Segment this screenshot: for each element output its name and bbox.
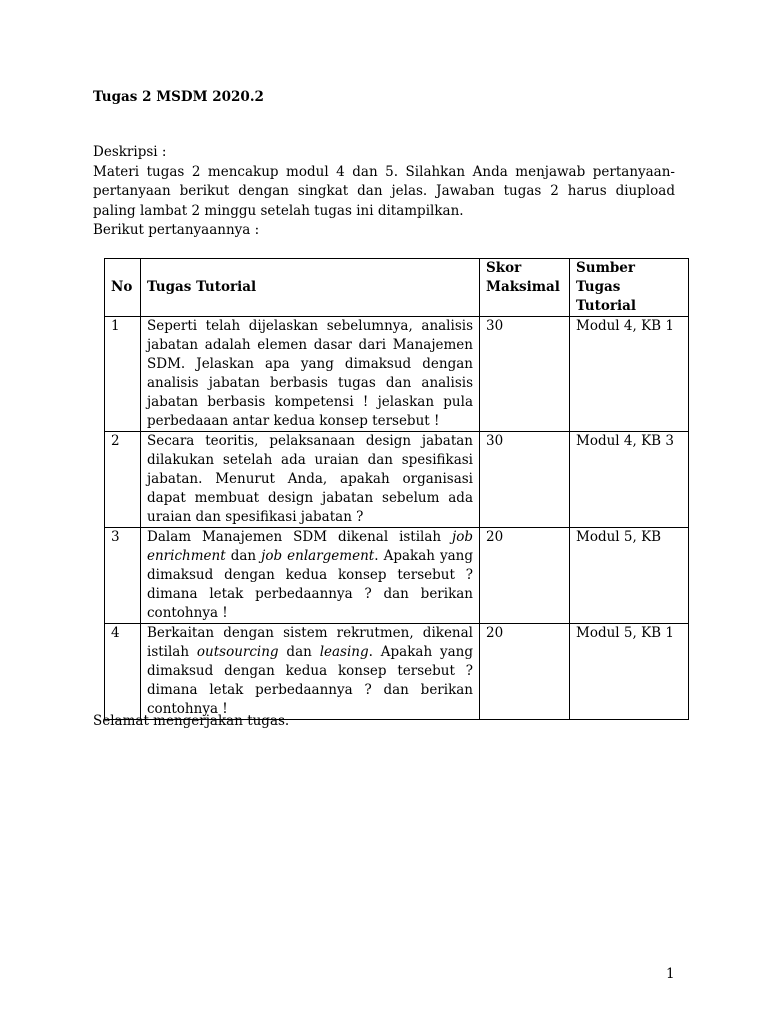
cell-score: 30 [480, 317, 570, 432]
description-text: Materi tugas 2 mencakup modul 4 dan 5. Silahkan Anda menjawab pertanyaan-pertanyaan berikut dengan singkat dan jelas. Jawaban tugas 2 harus diupload paling lambat 2 minggu setelah tugas ini ditampilkan. [93, 163, 675, 219]
task-text: dan [225, 548, 262, 564]
questions-intro: Berikut pertanyaannya : [93, 222, 260, 238]
cell-source: Modul 4, KB 3 [570, 432, 689, 528]
page-number: 1 [666, 966, 675, 982]
assignment-table [104, 258, 689, 720]
task-term-italic: job enlargement [261, 548, 375, 564]
task-text: dan [278, 644, 320, 660]
header-task: Tugas Tutorial [141, 259, 480, 317]
cell-task [141, 528, 480, 624]
table-row [105, 317, 689, 432]
cell-no: 2 [105, 432, 141, 528]
cell-no: 1 [105, 317, 141, 432]
cell-no: 3 [105, 528, 141, 624]
cell-score: 30 [480, 432, 570, 528]
table-row [105, 528, 689, 624]
cell-score: 20 [480, 624, 570, 720]
table-header-row [105, 259, 689, 317]
task-text: Dalam Manajemen SDM dikenal istilah [147, 529, 453, 545]
cell-source: Modul 4, KB 1 [570, 317, 689, 432]
cell-no: 4 [105, 624, 141, 720]
task-term-italic: job enrichment [147, 529, 473, 564]
header-source: Sumber Tugas Tutorial [570, 259, 689, 317]
header-no: No [105, 259, 141, 317]
task-term-italic: outsourcing [196, 644, 279, 660]
cell-source: Modul 5, KB [570, 528, 689, 624]
closing-text: Selamat mengerjakan tugas. [93, 713, 290, 729]
task-text: . Apakah yang dimaksud dengan kedua konsep tersebut ? dimana letak perbedaannya ? dan berikan contohnya ! [147, 548, 474, 621]
task-text: Berkaitan dengan sistem rekrutmen, dikenal istilah [147, 625, 473, 660]
table-row [105, 624, 689, 720]
cell-source: Modul 5, KB 1 [570, 624, 689, 720]
task-text: Seperti telah dijelaskan sebelumnya, analisis jabatan adalah elemen dasar dari Manajemen SDM. Jelaskan apa yang dimaksud dengan analisis jabatan berbasis tugas dan analisis jabatan berbasis kompetensi ! jelaskan pula perbedaaan antar kedua konsep tersebut ! [147, 318, 473, 429]
description-section [93, 143, 675, 241]
header-score: Skor Maksimal [480, 259, 570, 317]
task-text: Secara teoritis, pelaksanaan design jabatan dilakukan setelah ada uraian dan spesifikasi jabatan. Menurut Anda, apakah organisasi dapat membuat design jabatan sebelum ada uraian dan spesifikasi jabatan ? [147, 433, 473, 525]
task-text: . Apakah yang dimaksud dengan kedua konsep tersebut ? dimana letak perbedaannya ? dan berikan contohnya ! [147, 644, 474, 717]
table-body [105, 317, 689, 720]
cell-task [141, 432, 480, 528]
cell-task [141, 317, 480, 432]
table-row [105, 432, 689, 528]
cell-task [141, 624, 480, 720]
task-term-italic: leasing [319, 644, 369, 660]
cell-score: 20 [480, 528, 570, 624]
description-label: Deskripsi : [93, 144, 167, 160]
document-title: Tugas 2 MSDM 2020.2 [93, 89, 264, 105]
